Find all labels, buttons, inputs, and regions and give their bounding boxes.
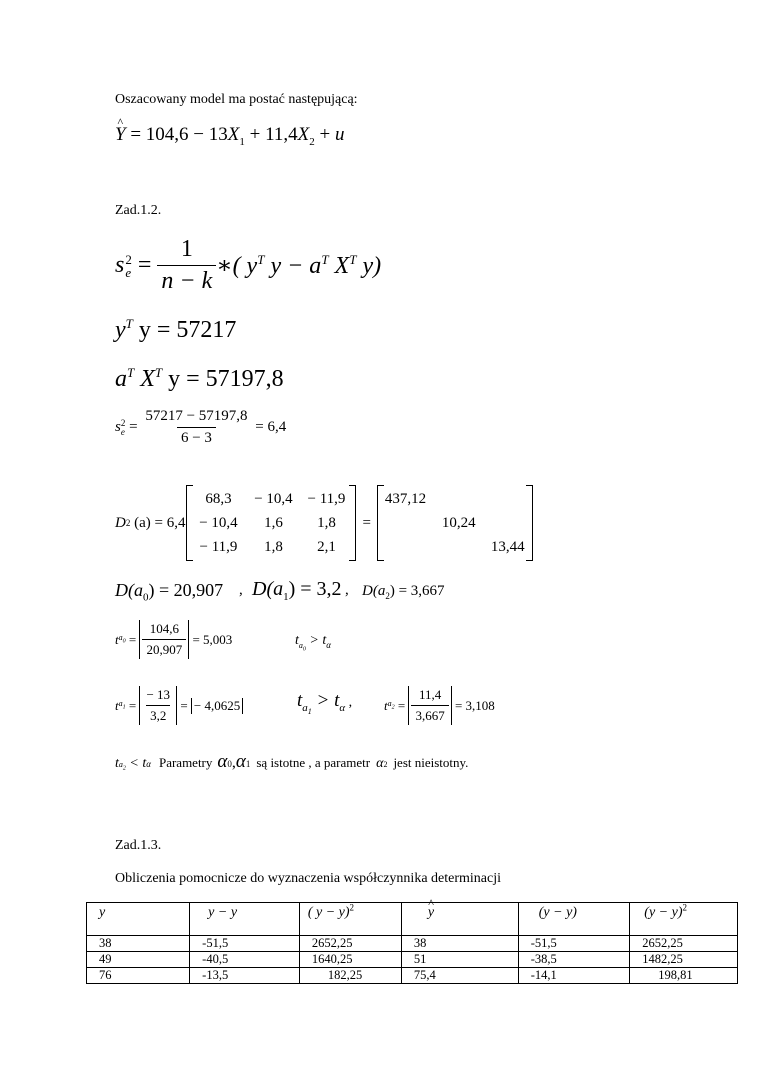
table-cell: 182,25 [299,968,401,984]
concl-comma: , [231,754,236,771]
matrix-equals: = [362,514,371,531]
t1-compare [297,690,353,716]
table-cell: 38 [401,936,518,952]
col-sup: 2 [682,902,687,913]
se-rest-3: y) [356,253,382,279]
se-t2: T [321,252,329,267]
t0-cmp-subsub: 0 [302,646,306,653]
yty-line [115,317,236,344]
d0-label: D(a [115,580,143,600]
t0-sub: a [118,632,123,642]
model-part: = 104,6 − 13 [125,124,228,145]
t1-cmp-end: , [345,695,353,710]
std-error-a2 [362,583,445,600]
matrix-cell: 2,1 [317,538,336,555]
t1-cmp-rest: > t [311,690,340,711]
t0-t: t [115,631,119,647]
se-calc-fraction [141,408,251,447]
table-row [87,936,738,952]
table-cell: 38 [87,936,190,952]
diag-cell: 437,12 [384,490,427,507]
se-rest-2: y − a [264,253,322,279]
alpha0-symbol: α [217,751,228,772]
table-cell: 75,4 [401,968,518,984]
t1-sub: a [118,698,123,708]
col-y-label: y [99,905,106,920]
table-subtitle: Obliczenia pomocnicze do wyznaczenia współczynnika determinacji [115,871,501,886]
t1-result: = [177,697,191,713]
determination-table [86,902,738,984]
t1-subsub: 1 [122,704,126,711]
t0-den: 20,907 [142,639,186,658]
yty-rest: y = 57217 [132,317,237,343]
t0-cmp-sub: a [298,640,303,650]
t2-abs [408,686,451,725]
t1-eq: = [125,697,140,713]
t2-t: t [384,697,388,713]
intro-text: Oszacowany model ma postać następującą: [115,92,358,107]
model-sub1: 1 [239,135,245,148]
col-sup: 2 [349,902,355,913]
t2-stat [384,686,495,725]
col-y [87,903,190,936]
std-error-a0 [115,580,224,604]
se-rest [216,251,381,280]
matrix-cell: − 10,4 [254,490,293,507]
t2-subsub: 2 [391,704,395,711]
concl-t: t [115,756,119,771]
table-cell: 1482,25 [630,952,738,968]
d2-label: D(a [362,583,386,599]
se-calc-result: = 6,4 [251,419,287,435]
atxty-rest: y = 57197,8 [162,366,284,392]
col-y-hat [401,903,518,936]
d0-value: ) = 20,907 [148,580,224,600]
covariance-matrix [186,485,356,561]
t1-t: t [115,697,119,713]
table-cell: -38,5 [518,952,630,968]
col-label: y − y [208,905,238,920]
t2-sub: a [387,698,392,708]
table-cell: -51,5 [190,936,300,952]
se-t1: T [257,252,265,267]
std-error-sep: , [239,582,243,598]
se-rest-1: ∗( y [216,253,258,279]
t1-den: 3,2 [146,705,170,724]
t1-cmp-sub: a [302,701,308,714]
atxty-x: X [134,366,155,392]
t0-cmp-t: t [295,633,299,648]
table-cell: 76 [87,968,190,984]
model-x1: X [227,124,240,145]
matrix-cell: 1,8 [264,538,283,555]
conclusion: t $_{a_2}$ < t α Parametry α 0 , α 1 są istotne , a parametr α 2 jest nieistotny. [115,751,469,772]
se-calc-num: 57217 − 57197,8 [145,408,248,424]
yty-t: T [125,316,133,331]
concl-text1: Parametry [158,755,213,770]
t0-subsub: 0 [122,638,126,645]
table-row [87,968,738,984]
model-part: + 11,4 [244,124,298,145]
std-error-a1 [252,578,342,601]
d0-sub: 0 [143,591,149,604]
model-u: u [334,124,345,145]
col-label: (y − y) [538,905,577,920]
se-calc-sub: e [120,426,125,437]
se-calc-eq: = [125,419,142,435]
se-s: s [115,252,125,278]
t1-abs-value: − 4,0625 [191,698,243,714]
diag-cell: 13,44 [490,538,525,555]
model-equation [115,124,344,146]
matrix-cell: 1,8 [317,514,336,531]
matrix-row [190,535,352,559]
table-cell: 51 [401,952,518,968]
table-cell: 198,81 [630,968,738,984]
matrix-cell: 1,6 [264,514,283,531]
matrix-row [383,535,527,559]
atxty-t2: T [154,365,163,380]
atxty-t1: T [127,365,135,380]
se-t3: T [349,252,357,267]
diagonal-matrix [377,485,533,561]
t1-stat [115,686,243,725]
atxty-line [115,366,284,393]
col-y-minus-ybar [190,903,300,936]
concl-sub: a [118,760,123,769]
table-cell: -40,5 [190,952,300,968]
t1-cmp-subsub: 1 [307,706,312,716]
concl-text3: jest nieistotny. [393,755,469,770]
model-x2: X [297,124,310,145]
t1-num: − 13 [146,687,171,702]
se-calc-den: 6 − 3 [177,427,216,447]
alpha2-symbol: α [376,756,384,771]
t0-num: 104,6 [149,621,179,636]
t2-num: 11,4 [418,687,442,702]
t0-eq: = [125,631,140,647]
heading-zad-1-3: Zad.1.3. [115,838,162,853]
diag-cell: 10,24 [441,514,476,531]
table-cell: 2652,25 [299,936,401,952]
table-cell: -14,1 [518,968,630,984]
d1-value: ) = 3,2 [288,578,342,600]
model-part: + [314,124,335,145]
alpha1-symbol: α [235,751,246,772]
col-label: (y − y) [644,905,683,920]
se-fraction [157,236,216,295]
t1-cmp-alpha: α [339,701,346,714]
se-calc [115,408,286,447]
se-calc-sup: 2 [120,417,126,428]
col-sq-yhat-dev [630,903,738,936]
se-eq: = [131,252,158,278]
t0-cmp-rest: > t [305,633,327,648]
t2-result: = 3,108 [451,697,495,713]
variance-d: D [115,514,126,531]
t0-stat [115,620,232,659]
table-cell: 2652,25 [630,936,738,952]
matrix-cell: − 11,9 [199,538,238,555]
col-label: ( y − y) [307,905,350,920]
matrix-row [190,487,352,511]
variance-matrix-eq: D 2 (a) = 6,4 68,3 − 10,4 − 11,9 − 10,4 1,6 1,8 − 11,9 1,8 2,1 = 437,12 10,24 13,44 [115,485,533,561]
t2-eq: = [394,697,409,713]
matrix-cell: − 10,4 [199,514,238,531]
matrix-row [383,487,527,511]
std-error-sep: , [345,582,349,598]
t0-compare [295,633,331,653]
d2-value: ) = 3,667 [389,583,445,599]
t1-cmp-t: t [297,690,303,711]
se-num: 1 [180,236,193,262]
matrix-cell: − 11,9 [307,490,346,507]
table-cell: 1640,25 [299,952,401,968]
concl-subsub: 2 [122,765,126,772]
table-cell: -51,5 [518,936,630,952]
heading-zad-1-2: Zad.1.2. [115,203,162,218]
se-den: n − k [157,265,216,295]
table-header-row [87,903,738,936]
matrix-row [383,511,527,535]
se-formula [115,236,381,295]
concl-lt: < t [125,756,147,771]
d2-sub: 2 [385,591,390,601]
col-sq-dev [299,903,401,936]
se-sup: 2 [125,251,132,267]
y-hat-symbol: ^ Y [115,124,126,146]
matrix-cell: 68,3 [205,490,232,507]
t1-abs [139,686,177,725]
col-label: ^ y [428,905,434,921]
table-row [87,952,738,968]
yty-y: y [115,317,126,343]
t0-result: = 5,003 [189,631,233,647]
atxty-a: a [115,366,127,392]
t2-den: 3,667 [411,705,448,724]
col-yhat-minus-ybar [518,903,630,936]
d1-sub: 1 [283,591,289,603]
table-cell: 49 [87,952,190,968]
model-sub2: 2 [309,135,315,148]
concl-text2: są istotne , a parametr [256,755,371,770]
se-x: X [328,253,350,279]
t0-abs [139,620,189,659]
d1-label: D(a [252,578,284,600]
se-sub: e [125,264,132,280]
t0-cmp-alpha: α [326,639,331,650]
variance-label-rest: (a) = 6,4 [130,514,186,531]
table-cell: -13,5 [190,968,300,984]
se-calc-s: s [115,419,121,435]
matrix-row [190,511,352,535]
